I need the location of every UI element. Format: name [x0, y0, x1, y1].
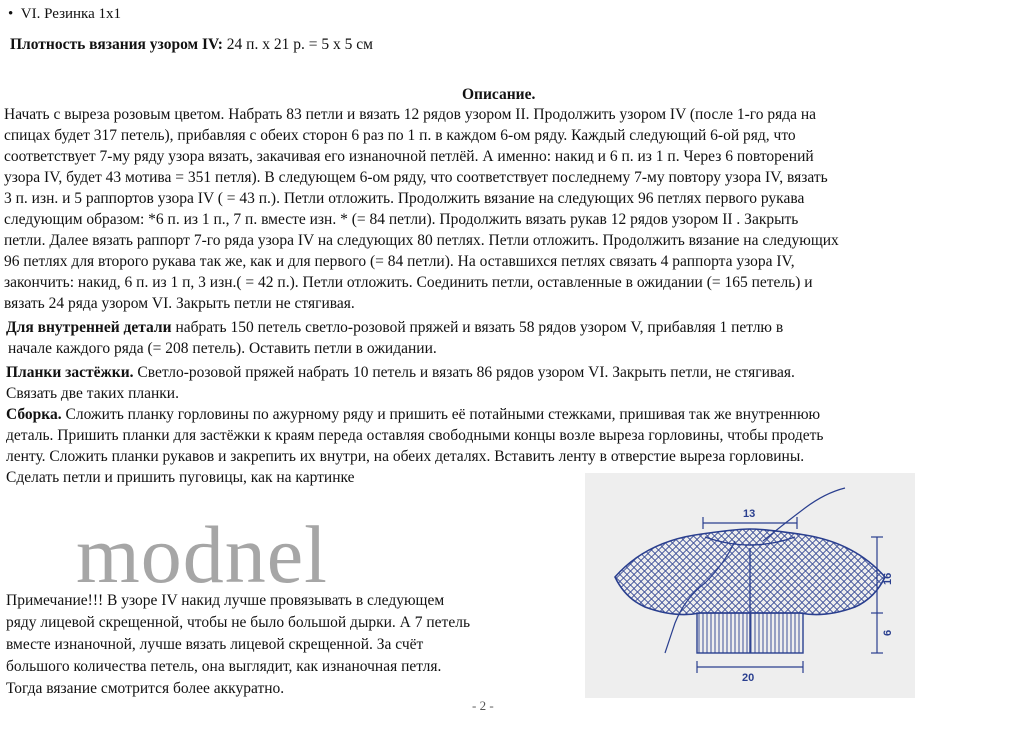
plackets-section: [6, 362, 1021, 404]
note-line: вместе изнаночной, лучше вязать лицевой скрещенной. За счёт: [6, 636, 424, 653]
inner-detail-section: [6, 317, 1021, 359]
inner-detail-label: Для внутренней детали: [6, 319, 172, 336]
note-line: ряду лицевой скрещенной, чтобы не было большой дырки. А 7 петель: [6, 614, 471, 631]
assembly-text: Сложить планку горловины по ажурному ряду и пришить её потайными стежками, пришивая так же внутреннюю: [61, 406, 821, 423]
plackets-text: Светло-розовой пряжей набрать 10 петель и вязать 86 рядов узором VI. Закрыть петли, не стягивая.: [133, 364, 795, 381]
plackets-label: Планки застёжки.: [6, 364, 134, 381]
rib-band: [697, 613, 803, 653]
knitting-density: [10, 36, 373, 54]
page-number: - 2 -: [472, 698, 494, 713]
bullet: •: [8, 6, 14, 22]
description-line: следующим образом: *6 п. из 1 п., 7 п. вместе изн. * (= 84 петли). Продолжить вязать рукав 12 рядов узором II . Закрыть: [4, 211, 799, 228]
bottom-dimension-label: 20: [742, 672, 755, 684]
density-label: Плотность вязания узором IV:: [10, 36, 223, 53]
cape-diagram-svg: [585, 473, 915, 698]
top-dimension-label: 13: [743, 508, 756, 520]
inner-detail-text: набрать 150 петель светло-розовой пряжей и вязать 58 рядов узором V, прибавляя 1 петлю в: [171, 319, 784, 336]
section-heading: [8, 6, 121, 23]
description-line: вязать 24 ряда узором VI. Закрыть петли не стягивая.: [4, 295, 355, 312]
side-dimension-big-label: 16: [882, 572, 894, 585]
assembly-text: ленту. Сложить планки рукавов и закрепить их внутри, на обеих деталях. Вставить ленту в отверстие выреза горловины.: [6, 448, 805, 465]
assembly-text: деталь. Пришить планки для застёжки к краям переда оставляя свободными концы возле выреза горловины, чтобы продеть: [6, 427, 824, 444]
note-line: Примечание!!! В узоре IV накид лучше провязывать в следующем: [6, 592, 445, 609]
description-line: спицах будет 317 петель), прибавляя с обеих сторон 6 раз по 1 п. в каждом 6-ом ряду. Каждый следующий 6-ой ряд, что: [4, 127, 796, 144]
side-dimension-small-label: 6: [882, 629, 894, 636]
note-line: Тогда вязание смотрится более аккуратно.: [6, 680, 285, 697]
watermark: modnel: [76, 509, 328, 600]
plackets-text: Связать две таких планки.: [6, 385, 179, 402]
description-line: 96 петлях для второго рукава так же, как и для первого (= 84 петли). На оставшихся петлях связать 4 раппорта узора IV,: [4, 253, 795, 270]
note-paragraph: [6, 590, 596, 700]
assembly-text: Сделать петли и пришить пуговицы, как на картинке: [6, 469, 355, 486]
description-line: Начать с выреза розовым цветом. Набрать 83 петли и вязать 12 рядов узором II. Продолжить узором IV (после 1-го ряда на: [4, 106, 817, 123]
cape-diagram: [585, 473, 915, 698]
description-title: Описание.: [462, 86, 536, 103]
description-line: 3 п. изн. и 5 раппортов узора IV ( = 43 п.). Петли отложить. Продолжить вязание на следующих 96 петлях первого рукава: [4, 190, 805, 207]
note-line: большого количества петель, она выглядит, как изнаночная петля.: [6, 658, 442, 675]
assembly-label: Сборка.: [6, 406, 62, 423]
section-heading-text: VI. Резинка 1х1: [20, 6, 122, 22]
density-value: 24 п. х 21 р. = 5 х 5 см: [226, 36, 373, 53]
description-line: закончить: накид, 6 п. из 1 п, 3 изн.( = 42 п.). Петли отложить. Соединить петли, оставленные в ожидании (= 165 петель) и: [4, 274, 813, 291]
description-line: соответствует 7-му ряду узора вязать, закачивая его изнаночной петлёй. А именно: накид и 6 п. из 1 п. Через 6 повторений: [4, 148, 814, 165]
description-line: петли. Далее вязать раппорт 7-го ряда узора IV на следующих 80 петлях. Петли отложить. Продолжить вязание на следующих: [4, 232, 839, 249]
inner-detail-text: начале каждого ряда (= 208 петель). Оставить петли в ожидании.: [8, 340, 437, 357]
description-line: узора IV, будет 43 мотива = 351 петля). В следующем 6-ом ряду, что соответствует последнему 7-му повтору узора IV, вязать: [4, 169, 828, 186]
